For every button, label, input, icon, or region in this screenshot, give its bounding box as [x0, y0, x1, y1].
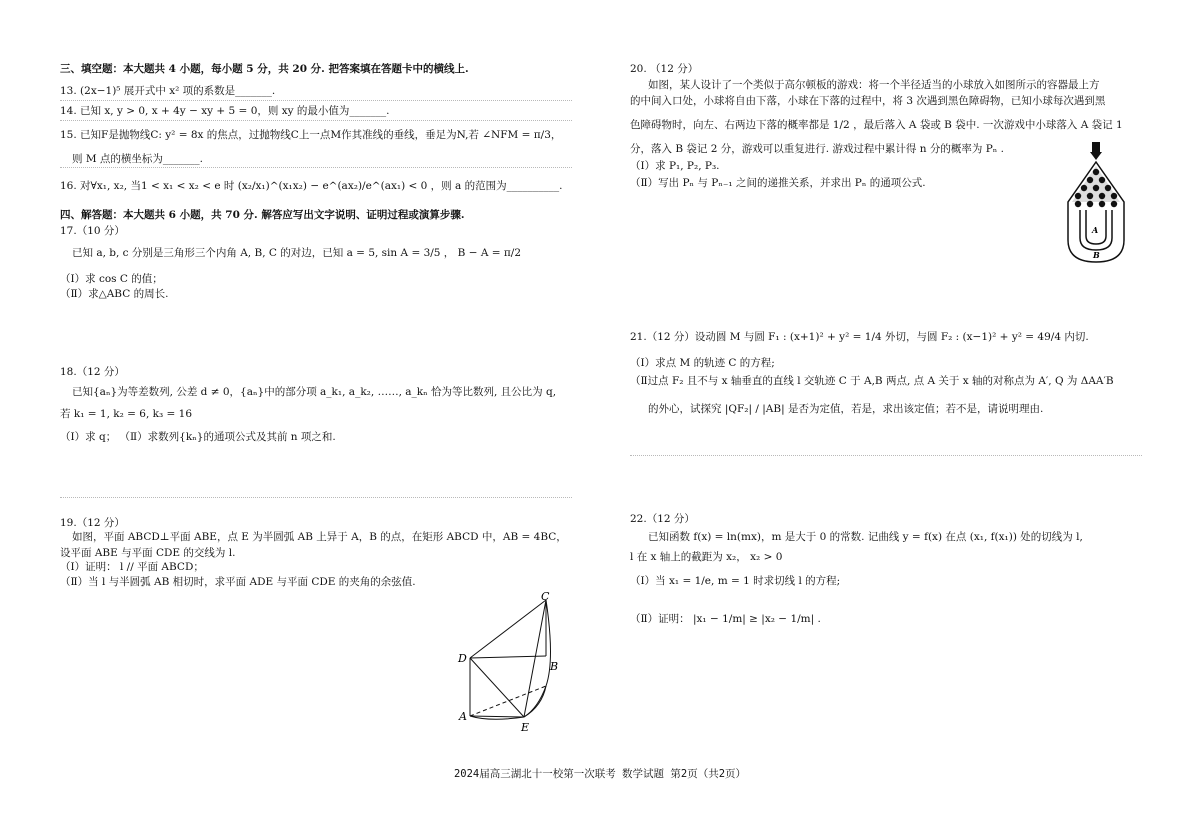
question-14: 14. 已知 x, y > 0, x + 4y − xy + 5 = 0，则 xy 的最小值为_______. [60, 105, 390, 117]
answer-section-header: 四、解答题：本大题共 6 小题，共 70 分. 解答应写出文字说明、证明过程或演算步骤. [60, 209, 465, 221]
question-21-part3: 的外心，试探究 |QF₂| / |AB| 是否为定值，若是，求出该定值；若不是，请说明理由. [648, 403, 1044, 415]
question-22-part1: （Ⅰ）当 x₁ = 1/e, m = 1 时求切线 l 的方程; [630, 575, 841, 587]
question-18-head: 18.（12 分） [60, 366, 125, 378]
divider [60, 497, 572, 498]
question-17-part2: （Ⅱ）求△ABC 的周长. [60, 288, 169, 300]
question-19-body2: 设平面 ABE 与平面 CDE 的交线为 l. [60, 547, 236, 559]
question-20-head: 20. （12 分） [630, 63, 699, 75]
question-18-parts: （Ⅰ）求 q； （Ⅱ）求数列{kₙ}的通项公式及其前 n 项之和. [60, 431, 336, 443]
question-20-part1: （Ⅰ）求 P₁, P₂, P₃. [630, 160, 720, 172]
question-20-body4: 分，落入 B 袋记 2 分，游戏可以重复进行. 游戏过程中累计得 n 分的概率为 Pₙ . [630, 143, 1004, 155]
bag-label-a: A [1092, 225, 1099, 235]
divider [60, 120, 572, 121]
question-21-part1: （Ⅰ）求点 M 的轨迹 C 的方程; [630, 357, 775, 369]
question-18-condition: 若 k₁ = 1, k₂ = 6, k₃ = 16 [60, 408, 193, 420]
question-17-head: 17.（10 分） [60, 225, 125, 237]
question-20-part2: （Ⅱ）写出 Pₙ 与 Pₙ₋₁ 之间的递推关系，并求出 Pₙ 的通项公式. [630, 177, 926, 189]
question-22-body1: 已知函数 f(x) = ln(mx)，m 是大于 0 的常数. 记曲线 y = f(x) 在点 (x₁, f(x₁)) 处的切线为 l, [648, 531, 1083, 543]
fill-section-header: 三、填空题：本大题共 4 小题，每小题 5 分，共 20 分. 把答案填在答题卡中的横线上. [60, 63, 469, 75]
point-label-d: D [458, 652, 467, 665]
point-label-b: B [550, 660, 559, 673]
question-22-part2: （Ⅱ）证明： |x₁ − 1/m| ≥ |x₂ − 1/m| . [630, 613, 821, 625]
divider [60, 167, 572, 168]
point-label-a: A [459, 710, 467, 723]
question-15-line2: 则 M 点的横坐标为_______. [72, 153, 204, 165]
question-15-line1: 15. 已知F是抛物线C: y² = 8x 的焦点，过抛物线C上一点M作其准线的垂线，垂足为N,若 ∠NFM = π/3， [60, 129, 562, 141]
question-16: 16. 对∀x₁, x₂, 当1 < x₁ < x₂ < e 时 (x₂/x₁)^(x₁x₂) − e^(ax₂)/e^(ax₁) < 0 ，则 a 的范围为__________. [60, 180, 563, 192]
question-20-body2: 的中间入口处，小球将自由下落，小球在下落的过程中，将 3 次遇到黑色障碍物，已知小球每次遇到黑 [630, 95, 1106, 107]
question-21-part2: （Ⅱ过点 F₂ 且不与 x 轴垂直的直线 l 交轨迹 C 于 A,B 两点, 点 A 关于 x 轴的对称点为 A′, Q 为 ΔAA′B [630, 375, 1114, 387]
question-22-head: 22.（12 分） [630, 513, 695, 525]
bag-label-b: B [1093, 250, 1100, 260]
page-footer: 2024届高三湖北十一校第一次联考 数学试题 第2页（共2页） [453, 768, 747, 780]
question-19-body1: 如图，平面 ABCD⊥平面 ABE，点 E 为半圆弧 AB 上异于 A，B 的点，在矩形 ABCD 中，AB = 4BC， [72, 531, 567, 543]
divider [630, 455, 1142, 456]
point-label-e: E [521, 721, 530, 734]
question-17-body: 已知 a, b, c 分别是三角形三个内角 A, B, C 的对边，已知 a = 5, sin A = 3/5 ， B − A = π/2 [72, 247, 522, 259]
divider [60, 100, 572, 101]
question-17-part1: （Ⅰ）求 cos C 的值； [60, 273, 163, 285]
question-22-body2: l 在 x 轴上的截距为 x₂， x₂ > 0 [630, 551, 783, 563]
point-label-c: C [541, 590, 550, 603]
question-19-head: 19.（12 分） [60, 517, 125, 529]
question-19-part2: （Ⅱ）当 l 与半圆弧 AB 相切时，求平面 ADE 与平面 CDE 的夹角的余弦值. [60, 576, 416, 588]
question-13: 13. (2x−1)⁵ 展开式中 x² 项的系数是_______. [60, 85, 276, 97]
question-21-head: 21.（12 分）设动圆 M 与圆 F₁ : (x+1)² + y² = 1/4 外切，与圆 F₂ : (x−1)² + y² = 49/4 内切. [630, 331, 1089, 343]
galton-board-figure [1056, 140, 1136, 265]
solid-geometry-figure [450, 590, 570, 735]
question-18-body: 已知{aₙ}为等差数列, 公差 d ≠ 0，{aₙ}中的部分项 a_k₁, a_k₂, ……, a_kₙ 恰为等比数列, 且公比为 q, [72, 386, 557, 398]
question-19-part1: （Ⅰ）证明： l // 平面 ABCD； [60, 561, 204, 573]
question-20-body3: 色障碍物时，向左、右两边下落的概率都是 1/2 ，最后落入 A 袋或 B 袋中. 一次游戏中小球落入 A 袋记 1 [630, 119, 1123, 131]
question-20-body1: 如图，某人设计了一个类似于高尔顿板的游戏：将一个半径适当的小球放入如图所示的容器最上方 [648, 79, 1100, 91]
